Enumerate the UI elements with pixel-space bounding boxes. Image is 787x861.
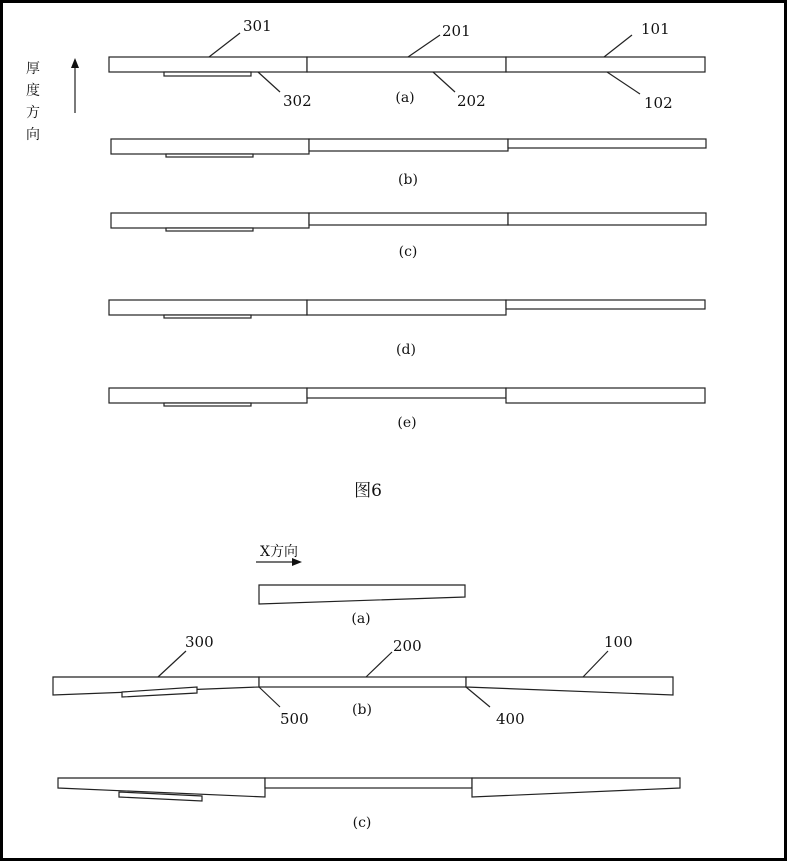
thickness-arrow-head: [71, 58, 79, 68]
label-300: 300: [185, 633, 214, 651]
segment-101: [506, 57, 705, 72]
label-400: 400: [496, 710, 525, 728]
segment-200: [259, 677, 466, 687]
x-direction-indicator: [256, 544, 302, 566]
caption-7c: (c): [352, 815, 372, 831]
segment-d-mid: [307, 300, 506, 315]
label-500: 500: [280, 710, 309, 728]
segment-201: [307, 57, 506, 72]
label-201: 201: [442, 22, 471, 40]
leader-101: [604, 35, 632, 57]
fig7-row-a: [259, 585, 465, 627]
label-102: 102: [644, 94, 673, 112]
segment-d-right: [506, 300, 705, 309]
caption-6c: (c): [398, 244, 418, 260]
figure6-title: 图6: [354, 481, 382, 501]
wedge-100: [466, 677, 673, 695]
fig6-row-a: [109, 17, 705, 112]
patch-d: [164, 315, 251, 318]
fig6-row-b: [111, 139, 706, 188]
caption-6b: (b): [398, 172, 418, 188]
label-202: 202: [457, 92, 486, 110]
segment-c-left: [111, 213, 309, 228]
segment-e-left: [109, 388, 307, 403]
segment-b-left: [111, 139, 309, 154]
drawing-sheet: [3, 3, 784, 858]
thickness-char-3: 方: [26, 105, 40, 121]
wedge-c-right: [472, 778, 680, 797]
leader-200: [366, 652, 392, 677]
leader-100: [583, 651, 608, 677]
segment-c-right: [508, 213, 706, 225]
x-direction-label: X方向: [260, 544, 298, 560]
fig6-row-e: [109, 388, 705, 431]
segment-b-right: [508, 139, 706, 148]
segment-b-mid: [309, 139, 508, 151]
caption-6a: (a): [395, 90, 415, 106]
patch-e: [164, 403, 251, 406]
fig6-row-d: [109, 300, 705, 358]
caption-6d: (d): [396, 342, 416, 358]
label-302: 302: [283, 92, 312, 110]
fig7-row-c: [58, 778, 680, 831]
thickness-char-4: 向: [26, 127, 40, 143]
leader-300: [158, 651, 186, 677]
caption-6e: (e): [397, 415, 417, 431]
leader-400: [466, 687, 490, 707]
caption-7a: (a): [351, 611, 371, 627]
segment-e-right: [506, 388, 705, 403]
fig6-row-c: [111, 213, 706, 260]
wedge-a: [259, 585, 465, 604]
segment-d-left: [109, 300, 307, 315]
segment-c-mid7: [265, 778, 472, 788]
leader-500: [259, 687, 280, 707]
segment-e-mid: [307, 388, 506, 398]
patent-drawing: [3, 3, 784, 858]
patch-b: [166, 154, 253, 157]
patch-c: [166, 228, 253, 231]
thickness-direction-indicator: [26, 58, 79, 143]
leader-201: [408, 35, 440, 57]
segment-c-mid: [309, 213, 508, 225]
leader-102: [607, 72, 640, 94]
label-101: 101: [641, 20, 670, 38]
fig7-row-b: [53, 633, 673, 728]
label-200: 200: [393, 637, 422, 655]
leader-301: [209, 33, 240, 57]
label-100: 100: [604, 633, 633, 651]
thickness-char-2: 度: [26, 83, 40, 99]
leader-302: [258, 72, 280, 92]
caption-7b: (b): [352, 702, 372, 718]
segment-301: [109, 57, 307, 72]
thickness-char-1: 厚: [26, 61, 40, 77]
label-301: 301: [243, 17, 272, 35]
patch-302: [164, 72, 251, 76]
leader-202: [433, 72, 455, 92]
